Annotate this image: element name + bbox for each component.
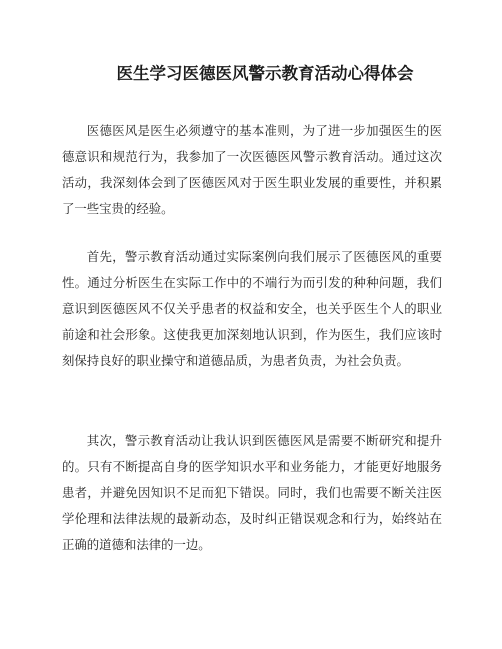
paragraph-2: 首先，警示教育活动通过实际案例向我们展示了医德医风的重要性。通过分析医生在实际工作中的不端行为而引发的种种问题，我们意识到医德医风不仅关乎患者的权益和安全，也关乎医生个人的职业前途和社会形象。这使我更加深刻地认识到，作为医生，我们应该时刻保持良好的职业操守和道德品质，为患者负责，为社会负责。: [62, 249, 442, 368]
document-title: 医生学习医德医风警示教育活动心得体会: [116, 64, 414, 83]
paragraph-3: 其次，警示教育活动让我认识到医德医风是需要不断研究和提升的。只有不断提高自身的医学知识水平和业务能力，才能更好地服务患者，并避免因知识不足而犯下错误。同时，我们也需要不断关注医学伦理和法律法规的最新动态，及时纠正错误观念和行为，始终站在正确的道德和法律的一边。: [62, 433, 442, 552]
paragraph-1: 医德医风是医生必须遵守的基本准则，为了进一步加强医生的医德意识和规范行为，我参加了一次医德医风警示教育活动。通过这次活动，我深刻体会到了医德医风对于医生职业发展的重要性，并积累了一些宝贵的经验。: [62, 123, 442, 216]
